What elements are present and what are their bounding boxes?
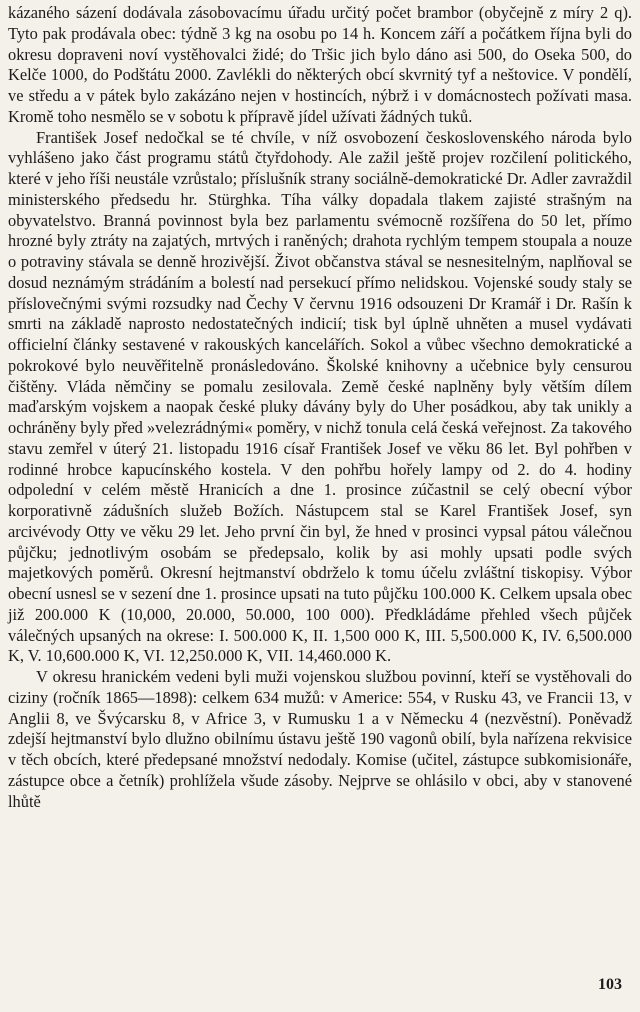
- paragraph-continuation: kázaného sázení dodávala zásobovacímu úřadu určitý počet brambor (obyčejně z míry 2 q). Tyto pak prodávala obec: týdně 3 kg na osobu po 14 h. Koncem září a počátkem října byli do okresu dopraveni noví vystěhovalci židé; do Tršic jich bylo dáno asi 500, do Oseka 500, do Kelče 1000, do Podštátu 2000. Zavlékli do některých obcí skvrnitý tyf a neštovice. V pondělí, ve středu a v pátek bylo zakázáno nejen v hostincích, nýbrž i v domácnostech požívati masa. Kromě toho nesmělo se v sobotu k přípravě jídel užívati žádných tuků.: [8, 3, 632, 126]
- page-number: 103: [598, 976, 622, 993]
- paragraph-emigrants: V okresu hranickém vedeni byli muži vojenskou službou povinní, kteří se vystěhovali do ciziny (ročník 1865—1898): celkem 634 mužů: v Americe: 554, v Rusku 43, ve Francii 13, v Anglii 8, ve Švýcarsku 8, v Africe 3, v Rumusku 1 a v Německu 4 (nezvěstní). Poněvadž zdejší hejtmanství bylo dlužno obilnímu ústavu ještě 190 vagonů obilí, byla nařízena rekvisice v těch obcích, které předepsané množství nedodaly. Komise (učitel, zástupce subkomisionáře, zástupce obce a četník) prohlížela všude zásoby. Nejprve se ohlásilo v obci, aby v stanovené lhůtě: [8, 667, 632, 811]
- paragraph-franz-josef: František Josef nedočkal se té chvíle, v níž osvobození československého národa bylo vyhlášeno jako část programu států čtyřdohody. Ale zažil ještě projev rozčilení politického, které v jeho říši neustále vzrůstalo; příslušník strany sociálně-demokratické Dr. Adler zavraždil ministerského předsedu hr. Stürghka. Tíha války dopadala tlakem zajisté strašným na obyvatelstvo. Branná povinnost byla bez parlamentu svémocně rozšířena do 50 let, přímo hrozné byly ztráty na zajatých, mrtvých i raněných; drahota rychlým tempem stoupala a nouze o potraviny stávala se denně hrozivější. Život občanstva stával se nesnesitelným, naplňoval se dosud neznámým strádáním a bolestí nad persekucí přímo nelidskou. Vojenské soudy staly se příslovečnými svými rozsudky nad Čechy V červnu 1916 odsouzeni Dr Kramář i Dr. Rašín k smrti na základě naprosto nedostatečných indicií; tisk byl úplně uhněten a musel vydávati officielní články sestavené v rakouských kancelářích. Sokol a vůbec všechno demokratické a pokrokové bylo neuvěřitelně pronásledováno. Školské knihovny a učebnice byly censurou čištěny. Vláda němčiny se pomalu zesilovala. Země české naplněny byly větším dílem maďarským vojskem a naopak české pluky dávány byly do Uher posádkou, aby tak unikly a ochráněny byly před »velezrádnými« poměry, v nichž tonula celá česká veřejnost. Za takového stavu zemřel v úterý 21. listopadu 1916 císař František Josef ve věku 86 let. Byl pohřben v rodinné hrobce kapucínského kostela. V den pohřbu hořely lampy od 2. do 4. hodiny odpolední v celém městě Hranicích a dne 1. prosince zúčastnil se celý obecní výbor korporativně zádušních služeb Božích. Nástupcem stal se Karel František Josef, syn arcivévody Otty ve věku 29 let. Jeho první čin byl, že hned v prosinci vypsal pátou válečnou půjčku; jednotlivým osobám se předepsalo, kolik by asi mohly upsati podle svých majetkových poměrů. Okresní hejtmanství obdrželo k tomu účelu zvláštní tiskopisy. Výbor obecní usnesl se v sezení dne 1. prosince upsati na tuto půjčku 100.000 K. Celkem upsala obec již 200.000 K (10,000, 20.000, 50.000, 100 000). Předkládáme přehled všech půjček válečných upsaných na okrese: I. 500.000 K, II. 1,500 000 K, III. 5,500.000 K, IV. 6,500.000 K, V. 10,600.000 K, VI. 12,250.000 K, VII. 14,460.000 K.: [8, 127, 632, 666]
- body-text: [8, 3, 632, 812]
